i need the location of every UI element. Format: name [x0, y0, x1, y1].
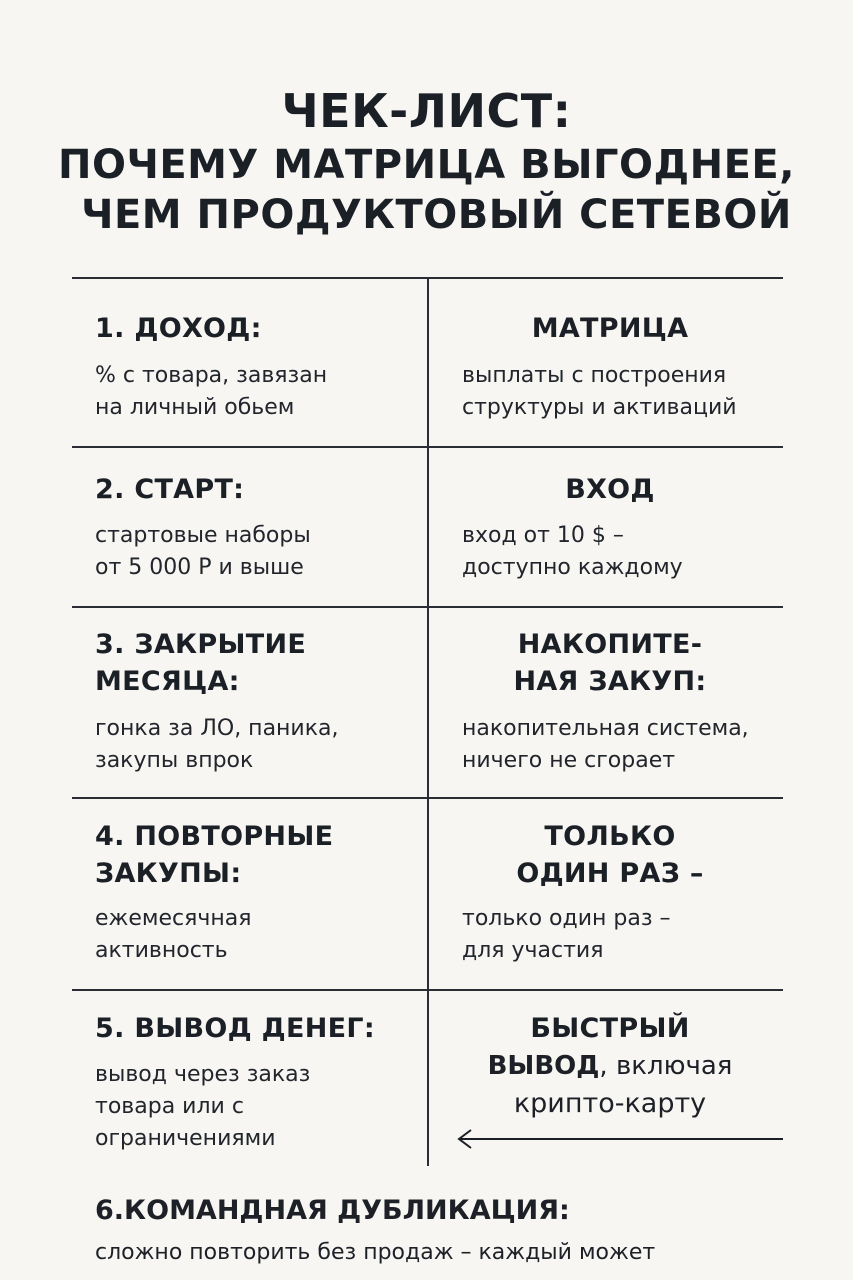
heading-line: НАЯ ЗАКУП: [513, 666, 707, 697]
heading-bold-word: ВЫВОД [487, 1051, 600, 1081]
row3-right-heading [440, 626, 780, 700]
row2-right-description [462, 520, 782, 584]
desc-line: ежемесячная [95, 906, 252, 931]
heading-line [440, 1047, 780, 1085]
heading-line: 3. ЗАКРЫТИЕ [95, 629, 307, 660]
page-title-line1: ЧЕК-ЛИСТ: [281, 84, 572, 138]
row1-right-heading: МАТРИЦА [531, 313, 689, 344]
row5-left-description [95, 1059, 415, 1155]
desc-line: доступно каждому [462, 555, 683, 580]
row4-right-heading [440, 818, 780, 892]
desc-line: выплаты с построения [462, 363, 727, 388]
row5-right-heading [440, 1010, 780, 1123]
section6-description: сложно повторить без продаж – каждый может [95, 1240, 656, 1265]
desc-line: ограничениями [95, 1126, 276, 1151]
heading-line: крипто-карту [513, 1088, 707, 1119]
desc-line: активность [95, 938, 228, 963]
page-title-line3: ЧЕМ ПРОДУКТОВЫЙ СЕТЕВОЙ [81, 192, 792, 238]
desc-line: ничего не сгорает [462, 748, 676, 773]
row4-left-heading [95, 818, 420, 892]
row3-right-description [462, 713, 782, 777]
heading-line: 4. ПОВТОРНЫЕ [95, 821, 334, 852]
heading-line: БЫСТРЫЙ [530, 1013, 690, 1044]
desc-line: вход от 10 $ – [462, 523, 624, 548]
row3-left-heading [95, 626, 420, 700]
desc-line: вывод через заказ [95, 1062, 311, 1087]
heading-line: ТОЛЬКО [544, 821, 676, 852]
desc-line: товара или с [95, 1094, 244, 1119]
desc-line: закупы впрок [95, 748, 254, 773]
section6-heading: 6.КОМАНДНАЯ ДУБЛИКАЦИЯ: [95, 1195, 570, 1226]
heading-line: НАКОПИТЕ- [517, 629, 703, 660]
desc-line: структуры и активаций [462, 395, 737, 420]
heading-line: МЕСЯЦА: [95, 666, 240, 697]
desc-line: на личный обьем [95, 395, 295, 420]
desc-line: гонка за ЛО, паника, [95, 716, 339, 741]
row1-left-heading: 1. ДОХОД: [95, 313, 262, 344]
desc-line: для участия [462, 938, 604, 963]
heading-line: ОДИН РАЗ – [516, 858, 704, 889]
row4-left-description [95, 903, 415, 967]
row3-left-description [95, 713, 415, 777]
desc-line: от 5 000 Р и выше [95, 555, 304, 580]
heading-rest: , включая [599, 1051, 733, 1081]
row2-left-heading: 2. СТАРТ: [95, 474, 245, 505]
row2-left-description [95, 520, 415, 584]
row2-right-heading: ВХОД [565, 474, 655, 505]
page-title-line2: ПОЧЕМУ МАТРИЦА ВЫГОДНЕЕ, [58, 142, 795, 188]
row4-right-description [462, 903, 782, 967]
desc-line: только один раз – [462, 906, 671, 931]
row1-right-description [462, 360, 782, 424]
desc-line: стартовые наборы [95, 523, 311, 548]
arrow-left-icon [455, 1127, 785, 1151]
row5-left-heading: 5. ВЫВОД ДЕНЕГ: [95, 1013, 376, 1044]
table-column-divider [427, 278, 429, 1166]
desc-line: % с товара, завязан [95, 363, 328, 388]
row1-left-description [95, 360, 415, 424]
desc-line: накопительная система, [462, 716, 749, 741]
heading-line: ЗАКУПЫ: [95, 858, 242, 889]
